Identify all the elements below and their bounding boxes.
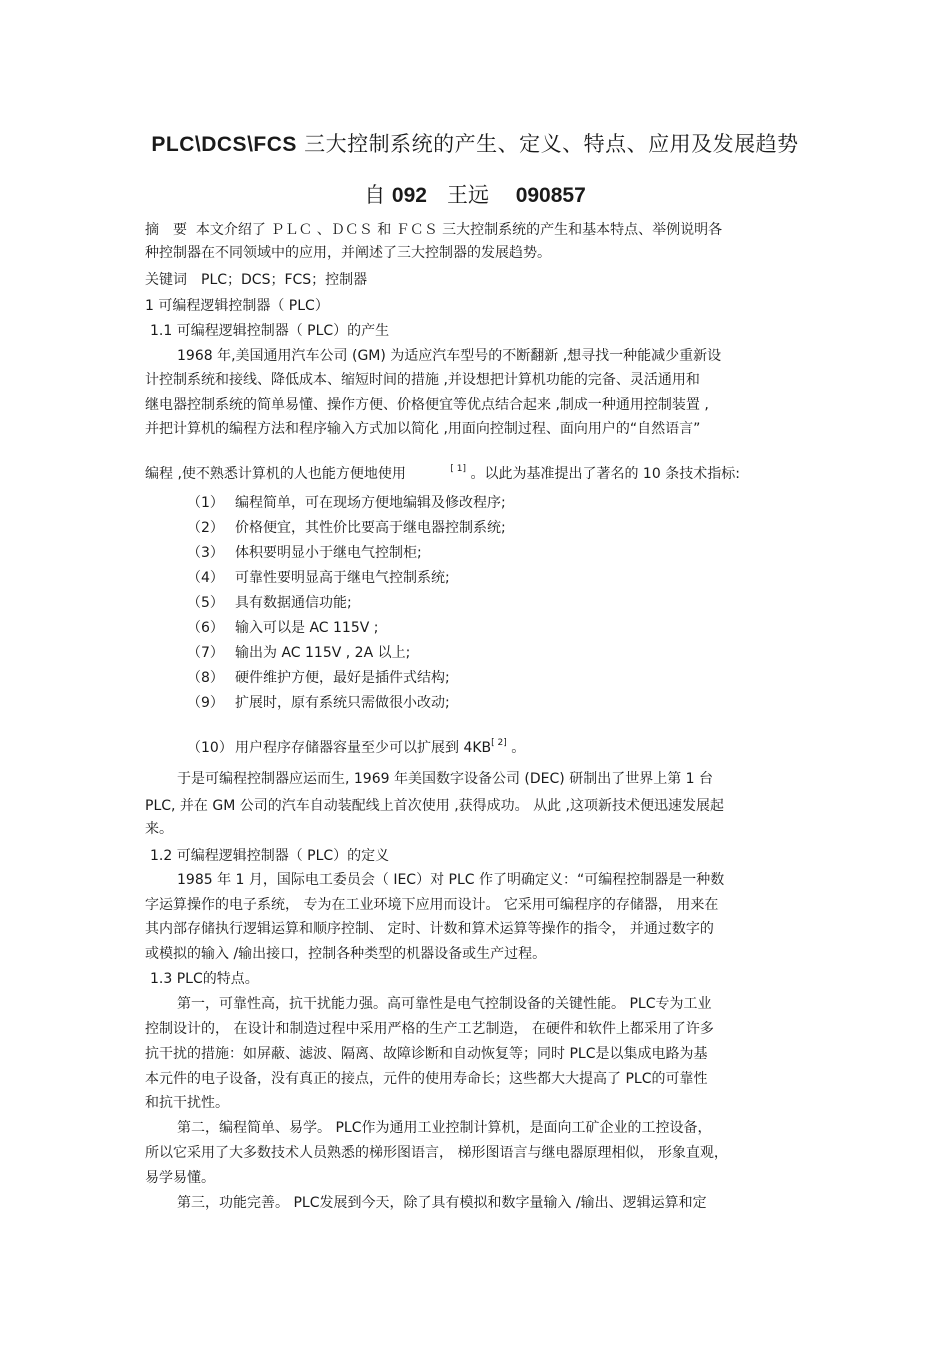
paragraph-line: 来。: [145, 821, 173, 837]
abstract-line-1: [145, 221, 722, 239]
abstract-line-2: 种控制器在不同领域中的应用，并阐述了三大控制器的发展趋势。: [145, 245, 551, 261]
title-en: PLC\DCS\FCS: [151, 133, 297, 156]
list-item: （8） 硬件维护方便，最好是插件式结构;: [187, 670, 450, 686]
abstract-label: 摘 要: [145, 222, 187, 238]
list-item: （6） 输入可以是 AC 115V ;: [187, 620, 379, 636]
paragraph-line: 或模拟的输入 /输出接口，控制各种类型的机器设备或生产过程。: [145, 946, 547, 962]
author-class-num: 092: [391, 184, 427, 207]
paragraph-text: 编程 ,使不熟悉计算机的人也能方便地使用: [145, 466, 406, 482]
citation-ref-1: [ 1]: [450, 464, 467, 474]
paragraph-line: 控制设计的， 在设计和制造过程中采用严格的生产工艺制造， 在硬件和软件上都采用了许多: [145, 1021, 714, 1037]
paragraph-line: 字运算操作的电子系统， 专为在工业环境下应用而设计。 它采用可编程序的存储器， 用来在: [145, 897, 719, 913]
list-item: （3） 体积要明显小于继电气控制柜;: [187, 545, 422, 561]
paragraph-line: 第三，功能完善。 PLC发展到今天，除了具有模拟和数字量输入 /输出、逻辑运算和定: [177, 1195, 707, 1211]
list-item: （2） 价格便宜，其性价比要高于继电器控制系统;: [187, 520, 506, 536]
paragraph-line: 抗干扰的措施：如屏蔽、滤波、隔离、故障诊断和自动恢复等；同时 PLC是以集成电路为基: [145, 1046, 708, 1062]
citation-ref-2: [ 2]: [491, 738, 507, 748]
paragraph-text: 。以此为基准提出了著名的 10 条技术指标:: [466, 466, 740, 482]
paragraph-line: 于是可编程控制器应运而生, 1969 年美国数字设备公司 (DEC) 研制出了世界上第 1 台: [177, 771, 714, 787]
paragraph-line: 本元件的电子设备，没有真正的接点，元件的使用寿命长；这些都大大提高了 PLC的可靠性: [145, 1071, 708, 1087]
list-item: （7） 输出为 AC 115V , 2A 以上;: [187, 645, 411, 661]
section-1-1-heading: 1.1 可编程逻辑控制器（ PLC）的产生: [150, 323, 390, 339]
paragraph-line: 计控制系统和接线、降低成本、缩短时间的措施 ,并设想把计算机功能的完备、灵活通用和: [145, 372, 700, 388]
list-item: （1） 编程简单，可在现场方便地编辑及修改程序;: [187, 495, 506, 511]
paragraph-line: 所以它采用了大多数技术人员熟悉的梯形图语言， 梯形图语言与继电器原理相似， 形象直观，: [145, 1145, 728, 1161]
paragraph-line: PLC, 并在 GM 公司的汽车自动装配线上首次使用 ,获得成功。 从此 ,这项新技术便迅速发展起: [145, 798, 724, 814]
paragraph-line: 其内部存储执行逻辑运算和顺序控制、 定时、计数和算术运算等操作的指令， 并通过数字的: [145, 921, 714, 937]
author-line: [0, 179, 950, 209]
abstract-text-1: 本文介绍了 ＰＬＣ 、ＤＣＳ 和 ＦＣＳ 三大控制系统的产生和基本特点、举例说明各: [195, 222, 723, 238]
section-1-3-heading: 1.3 PLC的特点。: [150, 971, 259, 987]
paragraph-line: 并把计算机的编程方法和程序输入方式加以简化 ,用面向控制过程、面向用户的“自然语言”: [145, 421, 701, 437]
paragraph-line: 1985 年 1 月，国际电工委员会（ IEC）对 PLC 作了明确定义：“可编程控制器是一种数: [177, 872, 725, 888]
paragraph-line: 易学易懂。: [145, 1170, 215, 1186]
paragraph-line: [145, 460, 740, 483]
list-item: （4） 可靠性要明显高于继电气控制系统;: [187, 570, 450, 586]
section-1-heading: 1 可编程逻辑控制器（ PLC）: [145, 298, 329, 314]
paragraph-line: 和抗干扰性。: [145, 1095, 229, 1111]
list-item: （10） 用户程序存储器容量至少可以扩展到 4KB[ 2] 。: [187, 738, 526, 756]
author-class-prefix: 自: [364, 183, 386, 207]
list-item: （5） 具有数据通信功能;: [187, 595, 352, 611]
paragraph-line: 第二，编程简单、易学。 PLC作为通用工业控制计算机，是面向工矿企业的工控设备，: [177, 1120, 712, 1136]
paragraph-line: 第一，可靠性高，抗干扰能力强。高可靠性是电气控制设备的关键性能。 PLC专为工业: [177, 996, 712, 1012]
paragraph-line: 1968 年,美国通用汽车公司 (GM) 为适应汽车型号的不断翻新 ,想寻找一种能减少重新设: [177, 348, 722, 364]
paragraph-line: 继电器控制系统的简单易懂、操作方便、价格便宜等优点结合起来 ,制成一种通用控制装置 ,: [145, 397, 709, 413]
title-cn: 三大控制系统的产生、定义、特点、应用及发展趋势: [296, 132, 799, 156]
document-title: [0, 128, 950, 158]
section-1-2-heading: 1.2 可编程逻辑控制器（ PLC）的定义: [150, 848, 390, 864]
keywords: 关键词 PLC；DCS；FCS；控制器: [145, 272, 368, 288]
list-item: （9） 扩展时，原有系统只需做很小改动;: [187, 695, 450, 711]
author-id: 090857: [515, 184, 586, 207]
author-name: 王远: [446, 183, 489, 207]
